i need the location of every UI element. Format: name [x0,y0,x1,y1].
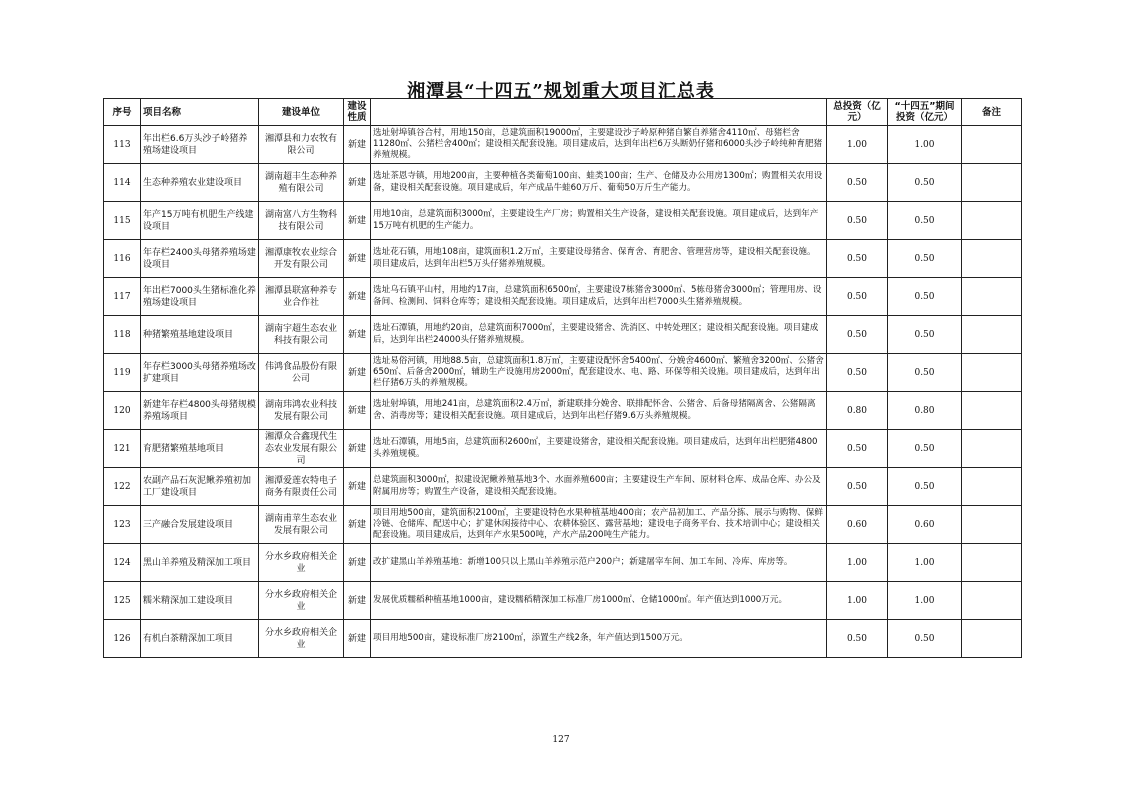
cell-note [962,620,1022,658]
cell-content: 总建筑面积3000㎡，拟建设泥鳅养殖基地3个、水面养殖600亩；主要建设生产车间、原材料仓库、成品仓库、办公及附属用房等；购置生产设备，建设相关配套设施。 [371,468,827,506]
cell-type: 新建 [344,468,371,506]
cell-period-investment: 0.50 [888,430,962,468]
cell-no: 119 [104,354,141,392]
cell-note [962,202,1022,240]
cell-period-investment: 0.50 [888,240,962,278]
cell-project-name: 三产融合发展建设项目 [141,506,259,544]
cell-builder: 湘潭县和力农牧有限公司 [259,126,344,164]
cell-type: 新建 [344,278,371,316]
cell-note [962,544,1022,582]
cell-note [962,126,1022,164]
cell-type: 新建 [344,506,371,544]
cell-type: 新建 [344,392,371,430]
cell-content: 选址石潭镇，用地约20亩，总建筑面积7000㎡，主要建设猪舍、洗消区、中转处理区；建设相关配套设施。项目建成后，达到年出栏24000头仔猪养殖规模。 [371,316,827,354]
cell-builder: 分水乡政府相关企业 [259,620,344,658]
cell-builder: 湖南甫苹生态农业发展有限公司 [259,506,344,544]
table-row [104,316,1022,354]
cell-note [962,354,1022,392]
cell-type: 新建 [344,582,371,620]
cell-note [962,392,1022,430]
cell-no: 126 [104,620,141,658]
cell-project-name: 年存栏3000头母猪养殖场改扩建项目 [141,354,259,392]
cell-type: 新建 [344,202,371,240]
cell-total-investment: 0.50 [827,164,888,202]
header-period: “十四五”期间投资（亿元） [888,99,962,126]
cell-content: 选址射埠镇，用地241亩，总建筑面积2.4万㎡，新建联排分娩舍、联排配怀舍、公猪舍、后备母猪隔离舍、公猪隔离舍、消毒房等；建设相关配套设施。项目建成后，达到年出栏仔猪9.6万头养殖规模。 [371,392,827,430]
table-row [104,278,1022,316]
project-table [103,98,1022,658]
cell-project-name: 年出栏6.6万头沙子岭猪养殖场建设项目 [141,126,259,164]
cell-type: 新建 [344,316,371,354]
cell-period-investment: 0.50 [888,316,962,354]
cell-content: 项目用地500亩，建筑面积2100㎡，主要建设特色水果种植基地400亩；农产品初加工、产品分拣、展示与购物、保鲜冷链、仓储库、配送中心；扩建休闲接待中心、农耕体验区、露营基地；建设电子商务平台、技术培训中心；建设相关配套设施。项目建成后，达到年产水果500吨，产水产品200吨生产能力。 [371,506,827,544]
cell-builder: 湘潭众合鑫现代生态农业发展有限公司 [259,430,344,468]
header-unit: 建设单位 [259,99,344,126]
header-name: 项目名称 [141,99,259,126]
cell-builder: 湖南玮鸿农业科技发展有限公司 [259,392,344,430]
cell-total-investment: 1.00 [827,544,888,582]
cell-builder: 伟鸿食品股份有限公司 [259,354,344,392]
table-row [104,240,1022,278]
cell-period-investment: 0.60 [888,506,962,544]
table-row [104,164,1022,202]
cell-no: 124 [104,544,141,582]
cell-period-investment: 0.50 [888,202,962,240]
cell-no: 121 [104,430,141,468]
table-row [104,468,1022,506]
cell-project-name: 糯米精深加工建设项目 [141,582,259,620]
cell-no: 115 [104,202,141,240]
table-row [104,202,1022,240]
cell-content: 选址花石镇，用地108亩，建筑面积1.2万㎡，主要建设母猪舍、保育舍、育肥舍、管理营房等，建设相关配套设施。项目建成后，达到年出栏5万头仔猪养殖规模。 [371,240,827,278]
cell-note [962,468,1022,506]
cell-content: 改扩建黑山羊养殖基地：新增100只以上黑山羊养殖示范户200户；新建屠宰车间、加工车间、冷库、库房等。 [371,544,827,582]
cell-content: 项目用地500亩，建设标准厂房2100㎡，添置生产线2条，年产值达到1500万元。 [371,620,827,658]
cell-no: 113 [104,126,141,164]
header-content [371,99,827,126]
table-row [104,354,1022,392]
cell-content: 选址茶恩寺镇，用地200亩，主要种植各类葡萄100亩、蛙类100亩；生产、仓储及办公用房1300㎡；购置相关农用设备，建设相关配套设施。项目建成后，年产成品牛蛙60万斤、葡萄50万斤生产能力。 [371,164,827,202]
cell-project-name: 新建年存栏4800头母猪规模养殖场项目 [141,392,259,430]
cell-period-investment: 0.50 [888,468,962,506]
cell-project-name: 育肥猪繁殖基地项目 [141,430,259,468]
cell-project-name: 生态种养殖农业建设项目 [141,164,259,202]
cell-content: 用地10亩，总建筑面积3000㎡，主要建设生产厂房；购置相关生产设备，建设相关配套设施。项目建成后，达到年产15万吨有机肥的生产能力。 [371,202,827,240]
cell-total-investment: 0.50 [827,202,888,240]
cell-total-investment: 0.50 [827,620,888,658]
cell-no: 120 [104,392,141,430]
cell-type: 新建 [344,620,371,658]
cell-builder: 湘潭县联富种养专业合作社 [259,278,344,316]
cell-content: 选址石潭镇，用地5亩，总建筑面积2600㎡，主要建设猪舍，建设相关配套设施。项目建成后，达到年出栏肥猪4800头养殖规模。 [371,430,827,468]
cell-total-investment: 0.50 [827,278,888,316]
cell-builder: 湘潭爱莲农特电子商务有限责任公司 [259,468,344,506]
cell-project-name: 黑山羊养殖及精深加工项目 [141,544,259,582]
cell-total-investment: 1.00 [827,126,888,164]
cell-note [962,582,1022,620]
table-row [104,582,1022,620]
cell-type: 新建 [344,240,371,278]
cell-total-investment: 0.50 [827,430,888,468]
cell-builder: 湖南富八方生物科技有限公司 [259,202,344,240]
page-title: 湘潭县“十四五”规划重大项目汇总表 [407,81,715,102]
cell-builder: 分水乡政府相关企业 [259,544,344,582]
cell-period-investment: 0.80 [888,392,962,430]
cell-note [962,430,1022,468]
cell-period-investment: 1.00 [888,126,962,164]
cell-period-investment: 0.50 [888,620,962,658]
header-note: 备注 [962,99,1022,126]
cell-no: 125 [104,582,141,620]
cell-project-name: 年出栏7000头生猪标准化养殖场建设项目 [141,278,259,316]
cell-no: 123 [104,506,141,544]
cell-note [962,278,1022,316]
table-row [104,126,1022,164]
table-row [104,620,1022,658]
table-row [104,392,1022,430]
cell-type: 新建 [344,164,371,202]
header-type: 建设性质 [344,99,371,126]
cell-no: 116 [104,240,141,278]
cell-content: 选址射埠镇谷合村，用地150亩，总建筑面积19000㎡，主要建设沙子岭原种猪自繁自养猪舍4110㎡、母猪栏舍11280㎡、公猪栏舍400㎡；建设相关配套设施。项目建成后，达到年出栏6万头断奶仔猪和6000头沙子岭纯种育肥猪养殖规模。 [371,126,827,164]
cell-total-investment: 0.50 [827,354,888,392]
cell-note [962,164,1022,202]
cell-project-name: 种猪繁殖基地建设项目 [141,316,259,354]
cell-total-investment: 0.50 [827,316,888,354]
cell-total-investment: 0.60 [827,506,888,544]
cell-content: 选址易俗河镇，用地88.5亩，总建筑面积1.8万㎡，主要建设配怀舍5400㎡、分娩舍4600㎡、繁殖舍3200㎡、公猪舍650㎡、后备舍2000㎡，辅助生产设施用房2000㎡，配套建设水、电、路、环保等相关设施。项目建成后，达到年出栏仔猪6万头的养殖规模。 [371,354,827,392]
cell-type: 新建 [344,430,371,468]
cell-no: 118 [104,316,141,354]
table-header-row [104,99,1022,126]
cell-period-investment: 0.50 [888,354,962,392]
page-number: 127 [552,735,570,745]
cell-no: 114 [104,164,141,202]
cell-type: 新建 [344,544,371,582]
cell-period-investment: 1.00 [888,582,962,620]
table-row [104,506,1022,544]
cell-content: 选址乌石镇平山村，用地约17亩，总建筑面积6500㎡，主要建设7栋猪舍3000㎡、5栋母猪舍3000㎡；管理用房、设备间、检测间、饲料仓库等；建设相关配套设施。项目建成后，达到年出栏7000头生猪养殖规模。 [371,278,827,316]
cell-total-investment: 0.50 [827,240,888,278]
cell-note [962,316,1022,354]
cell-total-investment: 0.80 [827,392,888,430]
cell-builder: 湖南超丰生态种养殖有限公司 [259,164,344,202]
cell-project-name: 年存栏2400头母猪养殖场建设项目 [141,240,259,278]
cell-type: 新建 [344,354,371,392]
table-body [104,126,1022,658]
cell-no: 122 [104,468,141,506]
cell-note [962,240,1022,278]
cell-project-name: 有机白茶精深加工项目 [141,620,259,658]
cell-period-investment: 0.50 [888,278,962,316]
cell-builder: 湘潭康牧农业综合开发有限公司 [259,240,344,278]
cell-note [962,506,1022,544]
header-total: 总投资（亿元） [827,99,888,126]
cell-builder: 湖南宇超生态农业科技有限公司 [259,316,344,354]
cell-builder: 分水乡政府相关企业 [259,582,344,620]
cell-project-name: 农副产品石灰泥鳅养殖初加工厂建设项目 [141,468,259,506]
cell-no: 117 [104,278,141,316]
cell-total-investment: 1.00 [827,582,888,620]
cell-type: 新建 [344,126,371,164]
cell-project-name: 年产15万吨有机肥生产线建设项目 [141,202,259,240]
header-no: 序号 [104,99,141,126]
table-row [104,544,1022,582]
cell-period-investment: 1.00 [888,544,962,582]
cell-total-investment: 0.50 [827,468,888,506]
cell-content: 发展优质糯稻种植基地1000亩，建设糯稻精深加工标准厂房1000㎡、仓储1000㎡。年产值达到1000万元。 [371,582,827,620]
table-row [104,430,1022,468]
cell-period-investment: 0.50 [888,164,962,202]
